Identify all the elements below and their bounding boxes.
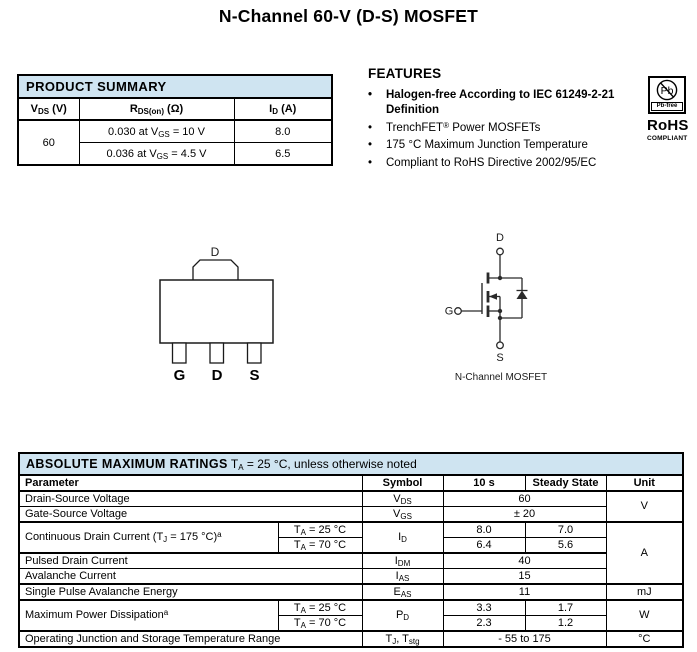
col-header-vds: $V_{DS}$ (V)	[18, 98, 79, 120]
col-header-rdson: $R_{DS(on)}$ (Ω)	[79, 98, 234, 120]
bullet-icon: •	[368, 156, 373, 169]
value-cell: 40	[443, 553, 606, 569]
symbol-cell: $I_{DM}$	[362, 553, 443, 569]
bullet-icon: •	[368, 89, 373, 101]
col-header-10s: 10 s	[443, 475, 525, 491]
symbol-caption: N-Channel MOSFET	[454, 372, 548, 383]
package-tab	[193, 260, 238, 281]
id-cell: 6.5	[234, 143, 332, 166]
col-header-unit: Unit	[606, 475, 683, 491]
feature-text: TrenchFET® Power MOSFETs	[386, 120, 541, 134]
pb-free-icon	[648, 76, 686, 114]
unit-cell: A	[606, 522, 683, 584]
rohs-label: RoHS	[647, 117, 689, 134]
symbol-cell: $I_{AS}$	[362, 569, 443, 585]
package-pin-label-g: G	[173, 367, 186, 384]
product-summary-title: PRODUCT SUMMARY	[18, 75, 332, 98]
symbol-cell: $I_D$	[362, 522, 443, 553]
param-cell: Continuous Drain Current ($T_J = 175$ °C)$^a$	[19, 522, 278, 553]
table-row	[19, 553, 683, 569]
symbol-drain-label: D	[496, 232, 504, 244]
table-row	[19, 600, 683, 616]
param-cell: Drain-Source Voltage	[19, 491, 362, 507]
bullet-icon: •	[368, 121, 373, 134]
symbol-gate-label: G	[444, 305, 454, 318]
value-cell: 1.2	[525, 616, 606, 632]
symbol-cell: $P_D$	[362, 600, 443, 631]
feature-text: 175 °C Maximum Junction Temperature	[386, 139, 588, 151]
col-header-symbol: Symbol	[362, 475, 443, 491]
symbol-cell: $T_J$, $T_{stg}$	[362, 631, 443, 647]
value-cell: ± 20	[443, 507, 606, 523]
package-tab-label: D	[210, 245, 220, 259]
rohs-compliant-label: COMPLIANT	[647, 135, 688, 142]
ratings-subtitle: $T_A = 25$ °C, unless otherwise noted	[230, 457, 417, 472]
package-lead	[173, 343, 187, 363]
param-cell: Maximum Power Dissipation$^a$	[19, 600, 278, 631]
pb-free-label: Pb-free	[651, 102, 683, 111]
param-cell: Gate-Source Voltage	[19, 507, 362, 523]
value-cell: 15	[443, 569, 606, 585]
value-cell: 6.4	[443, 538, 525, 554]
package-pin-label-s: S	[249, 367, 260, 384]
features-section	[368, 66, 638, 173]
value-cell: 11	[443, 584, 606, 600]
rdson-cell: 0.036 at $V_{GS} = 4.5$ V	[79, 143, 234, 166]
rdson-cell: 0.030 at $V_{GS} = 10$ V	[79, 120, 234, 143]
value-cell: 5.6	[525, 538, 606, 554]
body-diode-icon	[517, 291, 528, 300]
table-row	[18, 120, 332, 143]
table-row	[19, 631, 683, 647]
feature-item	[368, 156, 638, 171]
body-arrow-icon	[489, 293, 497, 299]
bullet-icon: •	[368, 139, 373, 151]
param-cell: Avalanche Current	[19, 569, 362, 585]
symbol-source-label: S	[496, 352, 504, 364]
package-lead	[248, 343, 262, 363]
value-cell: 60	[443, 491, 606, 507]
unit-cell: °C	[606, 631, 683, 647]
feature-item	[368, 121, 638, 136]
col-header-parameter: Parameter	[19, 475, 362, 491]
package-body	[160, 280, 273, 343]
symbol-cell: $E_{AS}$	[362, 584, 443, 600]
rohs-badge	[647, 76, 687, 142]
value-cell: 2.3	[443, 616, 525, 632]
ratings-title-bar: ABSOLUTE MAXIMUM RATINGS $T_A = 25$ °C, unless otherwise noted	[19, 453, 683, 475]
package-drawing	[130, 240, 330, 390]
feature-text: Halogen-free According to IEC 61249-2-21 Definition	[386, 89, 615, 116]
table-row	[19, 569, 683, 585]
symbol-cell: $V_{DS}$	[362, 491, 443, 507]
param-cell: Single Pulse Avalanche Energy	[19, 584, 362, 600]
value-cell: - 55 to 175	[443, 631, 606, 647]
absolute-maximum-ratings-table	[18, 452, 684, 648]
param-cell: Operating Junction and Storage Temperature Range	[19, 631, 362, 647]
value-cell: 7.0	[525, 522, 606, 538]
unit-cell: V	[606, 491, 683, 522]
features-title: FEATURES	[368, 66, 442, 81]
condition-cell: $T_A = 70$ °C	[278, 616, 362, 632]
package-lead	[210, 343, 224, 363]
feature-text: Compliant to RoHS Directive 2002/95/EC	[386, 156, 597, 169]
feature-item	[368, 88, 638, 118]
table-row	[19, 522, 683, 538]
condition-cell: $T_A = 70$ °C	[278, 538, 362, 554]
page-title: N-Channel 60-V (D-S) MOSFET	[218, 6, 479, 26]
col-header-id: $I_D$ (A)	[234, 98, 332, 120]
value-cell: 3.3	[443, 600, 525, 616]
id-cell: 8.0	[234, 120, 332, 143]
svg-text:Pb: Pb	[660, 85, 674, 97]
value-cell: 1.7	[525, 600, 606, 616]
col-header-steady-state: Steady State	[525, 475, 606, 491]
param-cell: Pulsed Drain Current	[19, 553, 362, 569]
table-row	[19, 507, 683, 523]
package-pin-label-d: D	[211, 367, 223, 384]
symbol-cell: $V_{GS}$	[362, 507, 443, 523]
mosfet-symbol	[440, 228, 570, 388]
value-cell: 8.0	[443, 522, 525, 538]
table-row	[19, 584, 683, 600]
condition-cell: $T_A = 25$ °C	[278, 600, 362, 616]
unit-cell: mJ	[606, 584, 683, 600]
unit-cell: W	[606, 600, 683, 631]
vds-value-cell: 60	[18, 120, 79, 165]
feature-item	[368, 138, 638, 153]
product-summary-table	[17, 74, 333, 166]
table-row	[19, 491, 683, 507]
condition-cell: $T_A = 25$ °C	[278, 522, 362, 538]
